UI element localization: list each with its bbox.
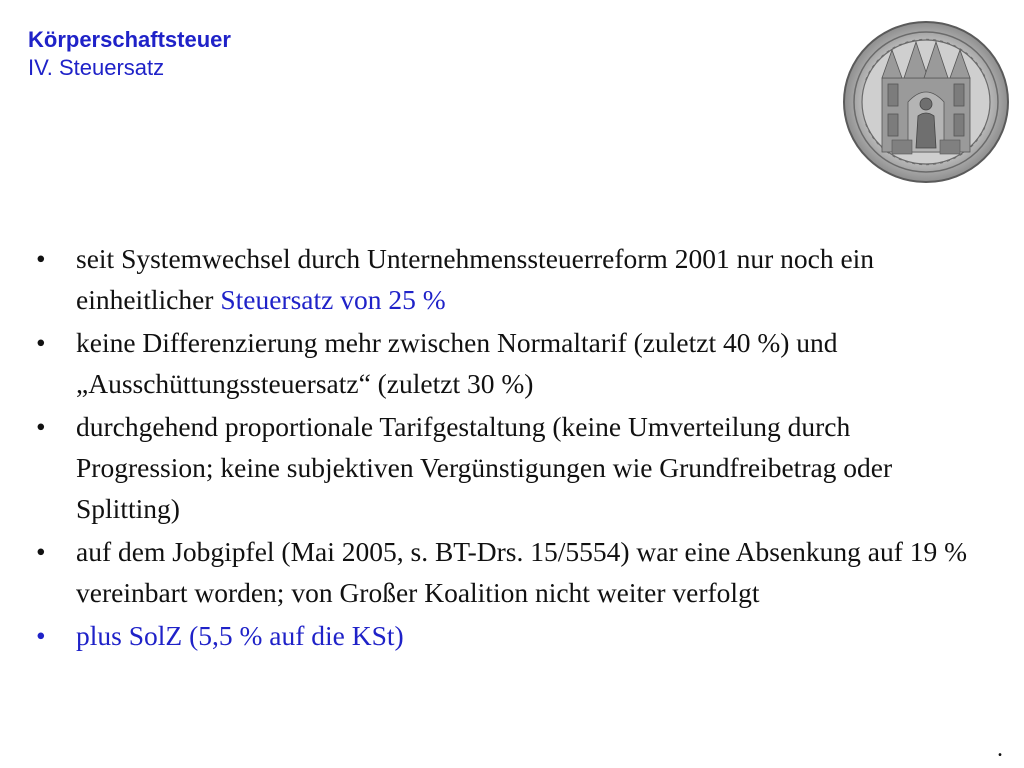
bullet-marker: • — [36, 411, 46, 442]
bullet-marker: • — [36, 536, 46, 567]
bullet-highlight: Steuersatz von 25 % — [220, 284, 446, 315]
slide-title: Körperschaftsteuer — [28, 27, 231, 52]
bullet-text: plus SolZ (5,5 % auf die KSt) — [76, 620, 404, 651]
bullet-text: auf dem Jobgipfel (Mai 2005, s. BT-Drs. 15/5554) war eine Absenkung auf 19 % vereinbart worden; von Großer Koalition nicht weiter verfolgt — [76, 536, 968, 608]
bullet-item — [30, 531, 980, 613]
slide-subtitle: IV. Steuersatz — [28, 55, 165, 80]
bullet-text: keine Differenzierung mehr zwischen Normaltarif (zuletzt 40 %) und „Ausschüttungssteuersatz“ (zuletzt 30 %) — [76, 327, 838, 399]
bullet-item — [30, 322, 980, 404]
bullet-item — [30, 615, 980, 656]
bullet-text: durchgehend proportionale Tarifgestaltung (keine Umverteilung durch Progression; keine subjektiven Vergünstigungen wie Grundfreibetrag oder Splitting) — [76, 411, 893, 524]
bullet-item — [30, 406, 980, 529]
bullet-list — [30, 238, 980, 658]
bullet-text: seit Systemwechsel durch Unternehmenssteuerreform 2001 nur noch ein einheitlicher — [76, 243, 875, 315]
bullet-marker: • — [36, 243, 46, 274]
bullet-marker: • — [36, 327, 46, 358]
bullet-item — [30, 238, 980, 320]
title-block — [28, 26, 231, 82]
bullet-marker: • — [36, 620, 46, 651]
university-seal-logo — [842, 20, 1010, 184]
footer-mark: . — [997, 736, 1003, 762]
